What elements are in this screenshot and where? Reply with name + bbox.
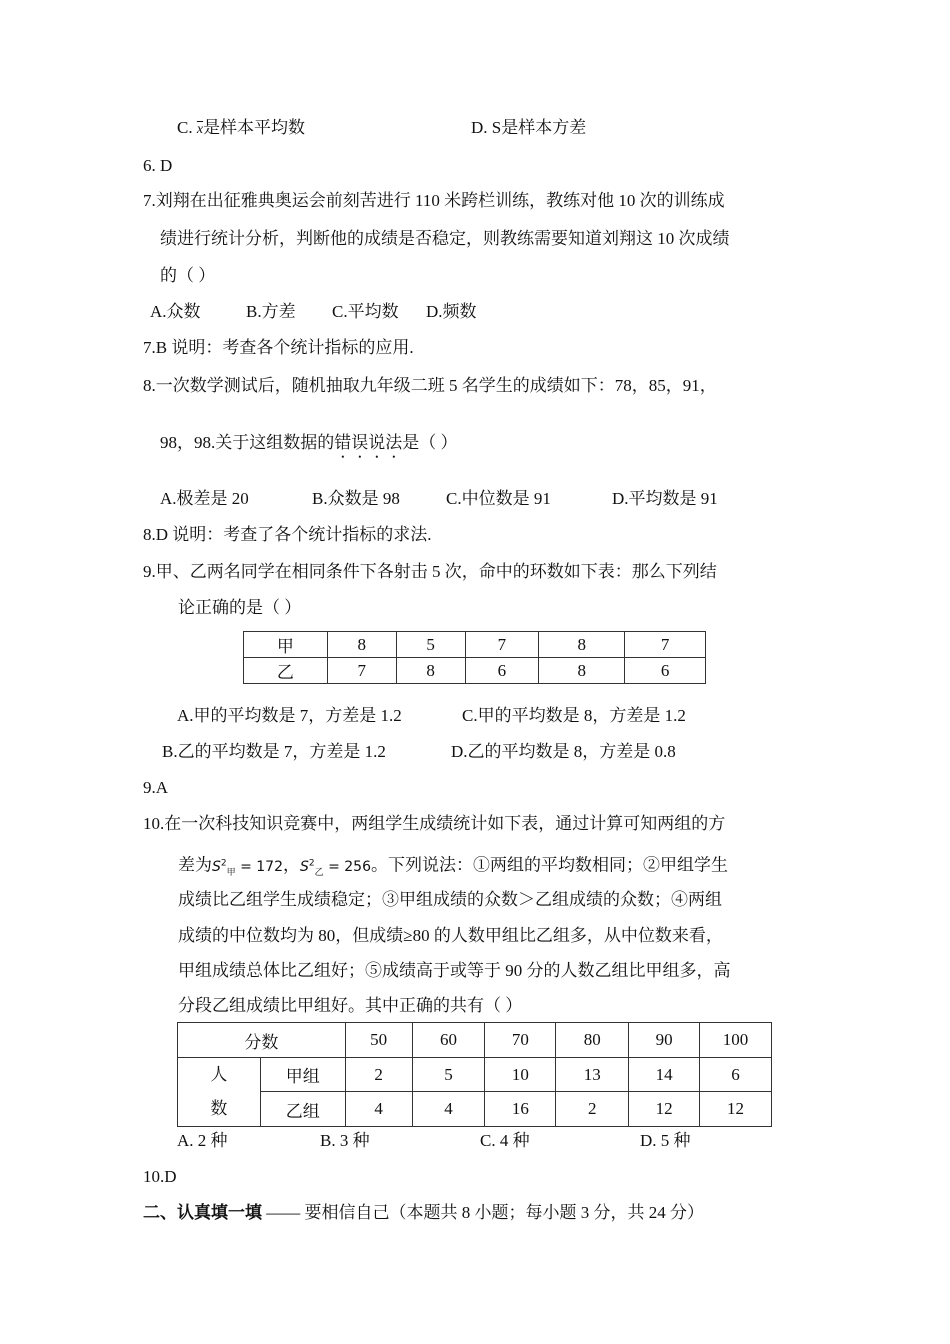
table-cell: 8 — [539, 632, 625, 658]
q8-stem-line2 — [160, 432, 458, 462]
q8-option-d: D.平均数是 91 — [612, 489, 718, 508]
row-label: 乙 — [244, 658, 328, 684]
q9-option-c: C.甲的平均数是 8，方差是 1.2 — [462, 706, 686, 725]
table-cell: 10 — [485, 1058, 556, 1092]
q10-stem-line5: 甲组成绩总体比乙组好；⑤成绩高于或等于 90 分的人数乙组比甲组多，高 — [178, 961, 731, 980]
table-cell: 2 — [556, 1092, 629, 1127]
q7-option-b: B.方差 — [246, 302, 296, 321]
q7-stem-line3: 的（ ） — [160, 266, 216, 285]
option-c-text: 是样本平均数 — [203, 118, 306, 137]
table-cell: 6 — [625, 658, 706, 684]
q8-option-b: B.众数是 98 — [312, 489, 400, 508]
table-cell: 12 — [629, 1092, 700, 1127]
q10-score-distribution-table — [177, 1022, 772, 1127]
q6-answer: 6. D — [143, 156, 173, 175]
table-cell: 2 — [345, 1058, 412, 1092]
table-cell: 13 — [556, 1058, 629, 1092]
q6-option-d: D. S是样本方差 — [471, 118, 587, 137]
formula-value: = 256 — [328, 858, 371, 875]
table-cell: 8 — [327, 632, 396, 658]
row-label-ren: 人 — [210, 1065, 228, 1084]
score-header: 70 — [485, 1023, 556, 1058]
table-cell: 7 — [327, 658, 396, 684]
q7-stem-line2: 绩进行统计分析，判断他的成绩是否稳定，则教练需要知道刘翔这 10 次成绩 — [160, 229, 730, 248]
q10-option-a: A. 2 种 — [177, 1131, 228, 1150]
q10-stem-line2 — [178, 852, 728, 883]
table-cell: 4 — [345, 1092, 412, 1127]
header-label: 分数 — [178, 1023, 346, 1058]
q9-option-d: D.乙的平均数是 8，方差是 0.8 — [451, 742, 676, 761]
table-row-jia — [178, 1058, 772, 1092]
table-cell: 6 — [465, 658, 539, 684]
group-name: 甲组 — [260, 1058, 345, 1092]
table-row-jia — [244, 632, 706, 658]
table-cell: 14 — [629, 1058, 700, 1092]
q10-stem-text: 。下列说法：①两组的平均数相同；②甲组学生 — [371, 855, 728, 875]
x-bar-symbol: $\overline{x}$ — [196, 122, 204, 137]
q7-option-a: A.众数 — [150, 302, 201, 321]
table-row-yi — [178, 1092, 772, 1127]
q9-answer: 9.A — [143, 778, 169, 797]
table-cell: 8 — [539, 658, 625, 684]
q7-option-c: C.平均数 — [332, 302, 399, 321]
q9-option-a: A.甲的平均数是 7，方差是 1.2 — [177, 706, 402, 725]
q6-option-c — [177, 117, 305, 141]
score-header: 80 — [556, 1023, 629, 1058]
score-header: 100 — [700, 1023, 772, 1058]
table-row-yi — [244, 658, 706, 684]
row-label-shu: 数 — [210, 1099, 228, 1118]
q9-stem-line2: 论正确的是（ ） — [178, 598, 302, 617]
q10-stem-text: 差为 — [178, 855, 212, 875]
option-c-label: C. — [177, 118, 193, 137]
q8-stem-blank: 是（ ） — [402, 433, 458, 452]
score-header: 50 — [345, 1023, 412, 1058]
q10-stem-line6: 分段乙组成绩比甲组好。其中正确的共有（ ） — [178, 996, 523, 1015]
table-cell: 8 — [396, 658, 465, 684]
table-cell: 7 — [625, 632, 706, 658]
table-header-row — [178, 1023, 772, 1058]
q10-answer: 10.D — [143, 1167, 177, 1186]
emphasized-text: 错误说法 — [334, 433, 403, 452]
q7-option-d: D.频数 — [426, 302, 477, 321]
table-cell: 5 — [412, 1058, 485, 1092]
table-cell: 5 — [396, 632, 465, 658]
variance-formula-jia: $S^2_甲 = 172$ — [212, 858, 283, 878]
q10-stem-line3: 成绩比乙组学生成绩稳定；③甲组成绩的众数＞乙组成绩的众数；④两组 — [178, 890, 722, 909]
q8-answer: 8.D 说明：考查了各个统计指标的求法. — [143, 525, 432, 544]
table-cell: 4 — [412, 1092, 485, 1127]
formula-value: = 172 — [240, 858, 283, 875]
q9-option-b: B.乙的平均数是 7，方差是 1.2 — [162, 742, 386, 761]
group-name: 乙组 — [260, 1092, 345, 1127]
table-cell: 6 — [700, 1058, 772, 1092]
q8-stem-line1: 8.一次数学测试后，随机抽取九年级二班 5 名学生的成绩如下：78，85，91， — [143, 376, 717, 395]
q7-answer: 7.B 说明：考查各个统计指标的应用. — [143, 338, 414, 357]
section-heading — [143, 1202, 704, 1224]
q10-option-b: B. 3 种 — [320, 1131, 370, 1150]
dash-separator: —— — [266, 1203, 301, 1222]
table-cell: 7 — [465, 632, 539, 658]
q10-stem-line4: 成绩的中位数均为 80，但成绩≥80 的人数甲组比乙组多，从中位数来看， — [178, 926, 723, 945]
section-subtitle: 要相信自己（本题共 8 小题；每小题 3 分，共 24 分） — [304, 1203, 704, 1222]
score-header: 60 — [412, 1023, 485, 1058]
q7-stem-line1: 7.刘翔在出征雅典奥运会前刻苦进行 110 米跨栏训练，教练对他 10 次的训练成 — [143, 191, 725, 210]
score-header: 90 — [629, 1023, 700, 1058]
q8-option-a: A.极差是 20 — [160, 489, 249, 508]
row-label: 甲 — [244, 632, 328, 658]
variance-formula-yi: $S^2_乙 = 256$ — [300, 858, 371, 878]
q10-stem-line1: 10.在一次科技知识竞赛中，两组学生成绩统计如下表，通过计算可知两组的方 — [143, 814, 726, 833]
table-cell: 12 — [700, 1092, 772, 1127]
q10-option-c: C. 4 种 — [480, 1131, 530, 1150]
row-group-label — [178, 1058, 261, 1127]
subscript: 乙 — [314, 867, 324, 878]
section-title: 二、认真填一填 — [143, 1203, 262, 1222]
table-cell: 16 — [485, 1092, 556, 1127]
subscript: 甲 — [226, 867, 236, 878]
q8-stem-text: 98，98.关于这组数据的 — [160, 433, 335, 452]
q8-option-c: C.中位数是 91 — [446, 489, 551, 508]
q9-score-table — [243, 631, 706, 684]
q10-option-d: D. 5 种 — [640, 1131, 691, 1150]
comma: ， — [283, 855, 300, 875]
q9-stem-line1: 9.甲、乙两名同学在相同条件下各射击 5 次，命中的环数如下表：那么下列结 — [143, 562, 717, 581]
